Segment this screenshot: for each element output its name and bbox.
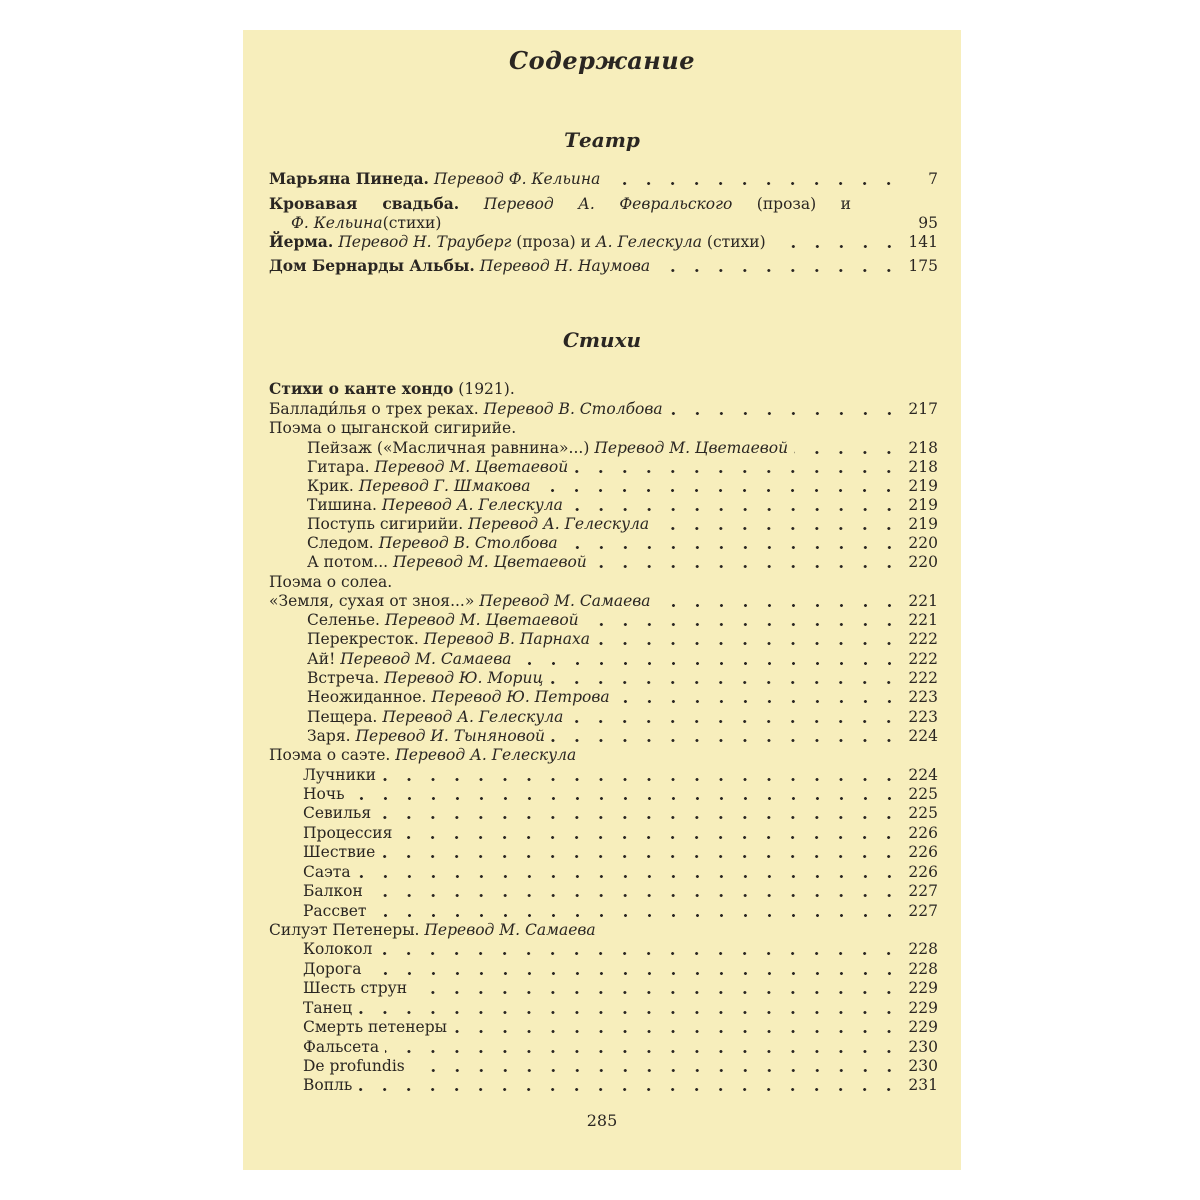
entry-work-title: Пейзаж («Масличная равнина»...)	[307, 439, 590, 457]
dot-leader	[569, 508, 901, 511]
entry-note-2: (стихи)	[706, 233, 766, 251]
entry-work-title: Перекресток.	[307, 630, 419, 648]
toc-entry	[303, 1057, 938, 1076]
entry-page-number: 223	[908, 708, 938, 726]
entry-title	[303, 999, 352, 1018]
toc-entry	[307, 669, 938, 688]
entry-title	[269, 921, 596, 940]
entry-page-number: 227	[908, 882, 938, 900]
entry-work-title: Поэма о солеа.	[269, 573, 393, 591]
toc-entry	[307, 458, 938, 477]
dot-leader	[453, 1030, 901, 1033]
entry-title	[303, 1057, 405, 1076]
entry-work-title: Процессия	[303, 824, 393, 842]
entry-page-number: 220	[908, 553, 938, 571]
dot-leader	[358, 1088, 901, 1091]
page-number: 285	[586, 1111, 618, 1130]
entry-translator: Перевод А. Гелескула	[381, 496, 563, 514]
entry-work-title: Марьяна Пинеда.	[269, 169, 429, 188]
entry-page-number: 225	[908, 804, 938, 822]
entry-translator: Перевод А. Гелескула	[395, 746, 577, 764]
entry-translator: Перевод Ю. Мориц	[384, 669, 544, 687]
entry-translator: Перевод Ю. Петрова	[431, 688, 610, 706]
dot-leader	[377, 816, 901, 819]
dot-leader	[411, 1069, 901, 1072]
entry-translator: Перевод М. Цветаевой	[594, 439, 789, 457]
toc-entry	[303, 1018, 938, 1037]
entry-work-title: Селенье.	[307, 611, 380, 629]
entry-work-title: Пещера.	[307, 708, 378, 726]
toc-entry	[307, 708, 938, 727]
toc-entry	[303, 843, 938, 862]
toc-entry	[269, 256, 938, 276]
entry-work-title: Стихи о канте хондо	[269, 379, 454, 398]
entry-page-number: 175	[908, 257, 938, 275]
entry-title	[269, 400, 663, 419]
toc-entry	[303, 766, 938, 785]
entry-title	[307, 650, 512, 669]
dot-leader	[593, 565, 901, 568]
toc-entry	[307, 496, 938, 515]
entry-work-title: Дорога	[303, 960, 362, 978]
entry-page-number: 228	[908, 940, 938, 958]
entry-title	[303, 1076, 352, 1095]
toc-entry	[303, 999, 938, 1018]
entry-page-number: 223	[908, 688, 938, 706]
entry-page-number: 224	[908, 727, 938, 745]
dot-leader	[596, 642, 901, 645]
toc-entry	[303, 785, 938, 804]
entry-translator: Перевод М. Самаева	[340, 650, 512, 668]
dot-leader	[358, 1011, 901, 1014]
section-title-theatre: Театр	[564, 128, 640, 152]
entry-title	[303, 804, 371, 823]
entry-note: (1921).	[458, 380, 515, 398]
entry-page-number: 230	[908, 1038, 938, 1056]
entry-title	[307, 727, 545, 746]
entry-work-title: Шествие	[303, 843, 376, 861]
entry-page-number: 221	[908, 611, 938, 629]
toc-entry	[269, 419, 905, 438]
entry-title	[303, 902, 367, 921]
entry-work-title: De profundis	[303, 1057, 405, 1075]
entry-page-number: 229	[908, 999, 938, 1017]
entry-page-number: 141	[908, 233, 938, 251]
entry-work-title: Шесть струн	[303, 979, 408, 997]
entry-page-number: 218	[908, 458, 938, 476]
toc-entry	[303, 979, 938, 998]
entry-page-number: 7	[928, 170, 938, 188]
entry-work-title: Йерма.	[269, 232, 334, 251]
entry-work-title: А потом...	[307, 553, 389, 571]
entry-page-number: 224	[908, 766, 938, 784]
toc-entry	[307, 727, 938, 746]
dot-leader	[569, 720, 901, 723]
entry-title	[303, 843, 375, 862]
dot-leader	[385, 1050, 901, 1053]
toc-entry	[303, 1038, 938, 1057]
entry-work-title: Ай!	[307, 650, 336, 668]
entry-work-title: Следом.	[307, 534, 374, 552]
entry-title	[307, 553, 587, 572]
entry-work-title: Лучники	[303, 766, 376, 784]
entry-page-number: 222	[908, 650, 938, 668]
dot-leader	[669, 412, 901, 415]
dot-leader	[549, 681, 901, 684]
toc-entry	[303, 824, 938, 843]
entry-title	[303, 1018, 447, 1037]
entry-title	[307, 630, 590, 649]
dot-leader	[794, 451, 901, 454]
dot-leader	[772, 245, 901, 248]
entry-translator: Перевод И. Тыняновой	[355, 727, 546, 745]
entry-page-number: 222	[908, 630, 938, 648]
entry-title	[269, 746, 576, 765]
entry-translator: Перевод В. Столбова	[378, 534, 558, 552]
dot-leader	[518, 662, 902, 665]
toc-entry	[303, 804, 938, 823]
entry-page-number: 219	[908, 515, 938, 533]
entry-work-title: Вопль	[303, 1076, 353, 1094]
entry-translator: Перевод А. Гелескула	[382, 708, 564, 726]
toc-entry	[269, 400, 938, 419]
entry-work-title: Смерть петенеры	[303, 1018, 447, 1036]
entry-page-number: 227	[908, 902, 938, 920]
toc-entry	[269, 232, 938, 252]
toc-entry	[269, 573, 905, 592]
entry-title	[303, 766, 376, 785]
entry-translator: Перевод М. Цветаевой	[384, 611, 579, 629]
entry-title	[269, 379, 515, 399]
entry-title	[269, 592, 651, 611]
entry-page-number: 231	[908, 1076, 938, 1094]
entry-title	[269, 256, 650, 276]
dot-leader	[357, 875, 901, 878]
entry-page-number: 229	[908, 979, 938, 997]
section-title-poems: Стихи	[562, 328, 642, 352]
entry-page-number: 95	[918, 214, 938, 232]
entry-work-title: Фальсета	[303, 1038, 380, 1056]
dot-leader	[564, 546, 901, 549]
entry-page-number: 218	[908, 439, 938, 457]
entry-translator: Перевод М. Цветаевой	[374, 458, 569, 476]
entry-work-title: Поэма о цыганской сигирийе.	[269, 419, 517, 437]
entry-title	[307, 708, 563, 727]
dot-leader	[351, 797, 901, 800]
toc-entry	[269, 194, 938, 233]
entry-page-number: 221	[908, 592, 938, 610]
toc-entry	[307, 553, 938, 572]
entry-title	[269, 232, 766, 252]
toc-entry	[307, 439, 938, 458]
toc-entry	[307, 477, 938, 496]
dot-leader	[369, 894, 901, 897]
dot-leader	[656, 269, 901, 272]
entry-work-title: Кровавая свадьба.	[269, 194, 460, 213]
toc-entry	[307, 534, 938, 553]
entry-title	[303, 863, 351, 882]
entry-translator-2: Ф. Кельина	[291, 214, 383, 232]
entry-translator: Перевод Г. Шмакова	[358, 477, 531, 495]
entry-page-number: 219	[908, 477, 938, 495]
toc-entry	[269, 592, 938, 611]
dot-leader	[655, 527, 901, 530]
entry-page-number: 228	[908, 960, 938, 978]
dot-leader	[378, 952, 901, 955]
dot-leader	[585, 623, 901, 626]
book-page	[243, 30, 961, 1170]
entry-work-title: Танец	[303, 999, 353, 1017]
entry-title	[307, 688, 610, 707]
entry-title	[307, 439, 788, 458]
toc-entry	[303, 902, 938, 921]
entry-work-title: Севилья	[303, 804, 372, 822]
toc-entry	[307, 515, 938, 534]
dot-leader	[373, 914, 901, 917]
toc-entry	[307, 688, 938, 707]
entry-work-title: Рассвет	[303, 902, 367, 920]
entry-work-title: Гитара.	[307, 458, 370, 476]
entry-title	[303, 785, 345, 804]
entry-title	[307, 496, 563, 515]
entry-page-number: 222	[908, 669, 938, 687]
toc-entry	[269, 746, 905, 765]
entry-translator: Перевод Ф. Кельина	[433, 170, 601, 188]
entry-work-title: Силуэт Петенеры.	[269, 921, 420, 939]
entry-work-title: Крик.	[307, 477, 354, 495]
dot-leader	[413, 991, 901, 994]
entry-page-number: 230	[908, 1057, 938, 1075]
entry-continuation	[269, 214, 905, 233]
entry-work-title: Ночь	[303, 785, 345, 803]
entry-page-number: 226	[908, 843, 938, 861]
dot-leader	[368, 972, 901, 975]
entry-work-title: Поэма о саэте.	[269, 746, 391, 764]
dot-leader	[657, 604, 901, 607]
entry-work-title: Встреча.	[307, 669, 380, 687]
entry-title	[307, 534, 558, 553]
toc-entry	[269, 921, 905, 940]
dot-leader	[616, 700, 901, 703]
entry-page-number: 219	[908, 496, 938, 514]
entry-page-number: 217	[908, 400, 938, 418]
page-title: Содержание	[509, 46, 695, 75]
entry-title	[303, 824, 392, 843]
toc-entry	[307, 650, 938, 669]
entry-translator: Перевод Н. Наумова	[479, 257, 651, 275]
entry-title	[307, 611, 579, 630]
entry-page-number: 220	[908, 534, 938, 552]
entry-title	[307, 515, 649, 534]
dot-leader	[574, 470, 901, 473]
entry-translator-2: А. Гелескула	[595, 233, 702, 251]
entry-page-number: 226	[908, 824, 938, 842]
entry-work-title: Колокол	[303, 940, 373, 958]
entry-title	[307, 458, 568, 477]
toc-entry	[303, 882, 938, 901]
toc-entry	[307, 611, 938, 630]
toc-entry	[303, 940, 938, 959]
toc-entry	[269, 169, 938, 189]
entry-translator: Перевод Н. Трауберг	[338, 233, 512, 251]
entry-note-2: (стихи)	[382, 214, 442, 232]
entry-work-title: Саэта	[303, 863, 351, 881]
entry-translator: Перевод А. Февральского	[483, 195, 733, 213]
dot-leader	[382, 778, 901, 781]
toc-entry	[303, 1076, 938, 1095]
toc-entry	[303, 863, 938, 882]
entry-title	[269, 169, 600, 189]
entry-work-title: Тишина.	[307, 496, 377, 514]
entry-page-number: 225	[908, 785, 938, 803]
entry-page-number: 229	[908, 1018, 938, 1036]
entry-title	[303, 940, 372, 959]
dot-leader	[381, 855, 901, 858]
entry-note: (проза) и	[756, 195, 851, 213]
toc-entry	[303, 960, 938, 979]
entry-title	[269, 194, 851, 214]
entry-translator: Перевод А. Гелескула	[468, 515, 650, 533]
dot-leader	[606, 182, 901, 185]
entry-title	[303, 979, 407, 998]
entry-work-title: «Земля, сухая от зноя...»	[269, 592, 475, 610]
entry-title	[269, 573, 392, 592]
entry-work-title: Неожиданное.	[307, 688, 427, 706]
entry-work-title: Баллади́лья о трех реках.	[269, 400, 479, 418]
entry-translator: Перевод М. Самаева	[479, 592, 651, 610]
entry-translator: Перевод В. Парнаха	[423, 630, 590, 648]
toc-entry	[269, 379, 905, 399]
dot-leader	[398, 836, 901, 839]
entry-translator: Перевод В. Столбова	[483, 400, 663, 418]
entry-page-number: 226	[908, 863, 938, 881]
entry-title	[307, 477, 530, 496]
entry-translator: Перевод М. Самаева	[424, 921, 596, 939]
dot-leader	[551, 739, 901, 742]
entry-work-title: Поступь сигирийи.	[307, 515, 464, 533]
toc-entry	[307, 630, 938, 649]
entry-title	[303, 882, 363, 901]
entry-title	[269, 419, 516, 438]
entry-work-title: Балкон	[303, 882, 363, 900]
entry-title	[303, 1038, 379, 1057]
entry-note: (проза) и	[516, 233, 591, 251]
entry-work-title: Дом Бернарды Альбы.	[269, 256, 475, 275]
entry-title	[307, 669, 543, 688]
entry-title	[303, 960, 362, 979]
entry-translator: Перевод М. Цветаевой	[393, 553, 587, 571]
entry-work-title: Заря.	[307, 727, 351, 745]
dot-leader	[536, 489, 901, 492]
